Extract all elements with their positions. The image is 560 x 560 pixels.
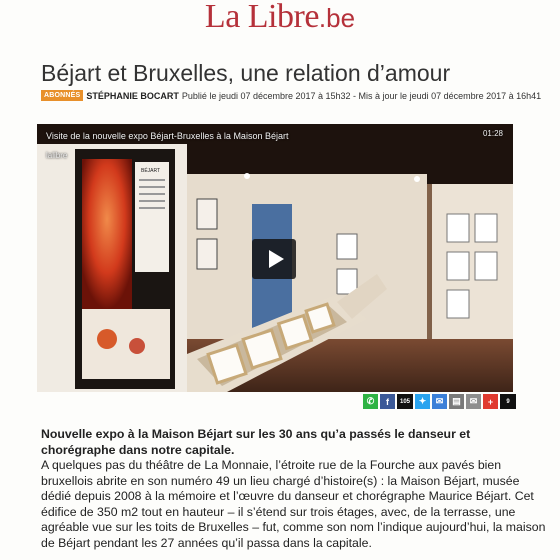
facebook-share-count: 105	[397, 394, 413, 409]
video-duration: 01:28	[482, 129, 503, 138]
logo-tld: .be	[318, 3, 356, 33]
whatsapp-icon: ✆	[366, 396, 375, 406]
more-share-button[interactable]	[483, 394, 498, 409]
more-share-count: 9	[500, 394, 516, 409]
print-icon: ▤	[452, 396, 461, 406]
publication-date: Publié le jeudi 07 décembre 2017 à 15h32 - Mis à jour le jeudi 07 décembre 2017 à 16h41	[181, 90, 542, 101]
print-button[interactable]	[449, 394, 464, 409]
article-body	[41, 427, 546, 551]
twitter-share-button[interactable]	[415, 394, 430, 409]
subscriber-badge: ABONNÉS	[41, 90, 83, 101]
play-icon	[269, 250, 284, 268]
poster-caption: BÉJART	[141, 168, 161, 174]
email-share-button[interactable]	[466, 394, 481, 409]
site-logo[interactable]	[0, 0, 560, 36]
play-button[interactable]	[252, 239, 296, 279]
author-name[interactable]: STÉPHANIE BOCART	[86, 90, 179, 101]
share-bar	[363, 394, 516, 409]
video-source: lalibre	[46, 151, 68, 160]
video-title: Visite de la nouvelle expo Béjart-Bruxelles à la Maison Béjart	[46, 131, 289, 141]
article-lead: Nouvelle expo à la Maison Béjart sur les 30 ans qu’a passés le danseur et chorégraphe dans notre capitale.	[41, 427, 471, 457]
twitter-icon: ✦	[418, 396, 427, 406]
messenger-share-button[interactable]	[432, 394, 447, 409]
article-paragraph: A quelques pas du théâtre de La Monnaie, l’étroite rue de la Fourche aux pavés bien bruxellois abrite en son numéro 49 un lieu chargé d’histoire(s) : la Maison Béjart, musée dédié depuis 2008 à la mémoire et l’œuvre du danseur et chorégraphe Maurice Béjart. Cet édifice de 350 m2 tout en hauteur – il s’étend sur trois étages, avec, de la terrasse, une agréable vue sur les toits de Bruxelles – fut, comme son nom l’indique aujourd’hui, la maison de Béjart pendant les 27 années qu’il passa dans la capitale.	[41, 458, 546, 550]
video-player[interactable]	[37, 124, 513, 392]
messenger-icon: ✉	[435, 396, 444, 406]
facebook-icon: f	[386, 396, 389, 407]
facebook-share-button[interactable]	[380, 394, 395, 409]
logo-brand: La Libre	[204, 0, 319, 35]
email-icon: ✉	[469, 396, 478, 406]
article-title: Béjart et Bruxelles, une relation d’amour	[41, 60, 451, 86]
whatsapp-share-button[interactable]	[363, 394, 378, 409]
article-byline	[41, 90, 554, 101]
plus-icon: +	[487, 396, 494, 407]
